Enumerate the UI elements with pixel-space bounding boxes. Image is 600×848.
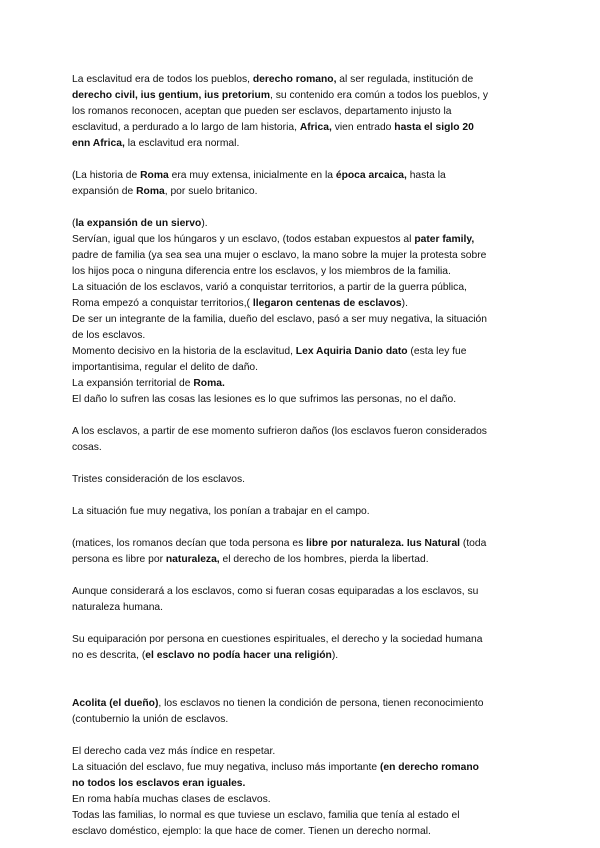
paragraph bbox=[72, 168, 532, 200]
text-line bbox=[72, 216, 532, 232]
text-run: La expansión territorial de bbox=[72, 378, 194, 389]
text-line bbox=[72, 584, 532, 600]
text-run: De ser un integrante de la familia, dueño del esclavo, pasó a ser muy negativa, la situación bbox=[72, 314, 487, 325]
text-run: ). bbox=[331, 650, 339, 661]
text-line bbox=[72, 424, 532, 440]
text-line bbox=[72, 760, 532, 776]
text-run: persona es libre por bbox=[72, 554, 166, 565]
text-run: (esta ley fue bbox=[407, 346, 467, 357]
paragraph bbox=[72, 632, 532, 664]
text-line bbox=[72, 120, 532, 136]
text-run: no es descrita, ( bbox=[72, 650, 146, 661]
text-run: (toda bbox=[460, 538, 487, 549]
text-line bbox=[72, 360, 532, 376]
text-run: La situación del esclavo, fue muy negativa, incluso más importante bbox=[72, 762, 380, 773]
paragraph bbox=[72, 696, 532, 728]
paragraph-spacer bbox=[72, 456, 532, 472]
text-run: la esclavitud era normal. bbox=[124, 138, 240, 149]
text-line bbox=[72, 824, 532, 840]
text-line bbox=[72, 552, 532, 568]
paragraph-spacer bbox=[72, 664, 532, 696]
paragraph-spacer bbox=[72, 488, 532, 504]
text-run: Servían, igual que los húngaros y un esclavo, (todos estaban expuestos al bbox=[72, 234, 415, 245]
text-run: , su contenido era común a todos los pueblos, y bbox=[269, 90, 489, 101]
text-line bbox=[72, 472, 532, 488]
text-run: ). bbox=[201, 218, 208, 229]
text-line bbox=[72, 600, 532, 616]
text-run: importantisima, regular el delito de daño. bbox=[72, 362, 259, 373]
bold-text: naturaleza, bbox=[165, 554, 220, 565]
text-line bbox=[72, 184, 532, 200]
text-run: A los esclavos, a partir de ese momento sufrieron daños (los esclavos fueron considerados bbox=[72, 426, 487, 437]
text-line bbox=[72, 696, 532, 712]
text-run: Tristes consideración de los esclavos. bbox=[72, 474, 246, 485]
text-run: ( bbox=[72, 218, 76, 229]
bold-text: derecho romano, bbox=[252, 74, 337, 85]
bold-text: pater family, bbox=[414, 234, 475, 245]
text-run: (contubernio la unión de esclavos. bbox=[72, 714, 229, 725]
text-run: naturaleza humana. bbox=[72, 602, 164, 613]
paragraph bbox=[72, 216, 532, 408]
bold-text: hasta el siglo 20 bbox=[394, 122, 474, 133]
paragraph-spacer bbox=[72, 408, 532, 424]
text-line bbox=[72, 264, 532, 280]
paragraph bbox=[72, 504, 532, 520]
text-line bbox=[72, 744, 532, 760]
bold-text: Africa, bbox=[299, 122, 332, 133]
text-line bbox=[72, 88, 532, 104]
text-line bbox=[72, 792, 532, 808]
text-run: esclavo doméstico, ejemplo: la que hace de comer. Tienen un derecho normal. bbox=[72, 826, 431, 837]
bold-text: época arcaica, bbox=[335, 170, 407, 181]
text-run: los romanos reconocen, aceptan que pueden ser esclavos, departamento injusto la bbox=[72, 106, 452, 117]
paragraph bbox=[72, 584, 532, 616]
text-run: En roma había muchas clases de esclavos. bbox=[72, 794, 271, 805]
paragraph-spacer bbox=[72, 568, 532, 584]
text-line bbox=[72, 312, 532, 328]
paragraph bbox=[72, 424, 532, 456]
text-line bbox=[72, 232, 532, 248]
paragraph-spacer bbox=[72, 728, 532, 744]
text-line bbox=[72, 136, 532, 152]
text-line bbox=[72, 808, 532, 824]
bold-text: (en derecho romano bbox=[379, 762, 479, 773]
text-run: Su equiparación por persona en cuestiones espirituales, el derecho y la sociedad humana bbox=[72, 634, 483, 645]
paragraph bbox=[72, 472, 532, 488]
text-run: era muy extensa, inicialmente en la bbox=[168, 170, 336, 181]
paragraph-spacer bbox=[72, 616, 532, 632]
bold-text: no todos los esclavos eran iguales. bbox=[72, 778, 246, 789]
text-run: cosas. bbox=[72, 442, 102, 453]
text-run: los hijos poca o ninguna diferencia entre los esclavos, y los miembros de la familia. bbox=[72, 266, 451, 277]
text-run: Aunque considerará a los esclavos, como si fueran cosas equiparadas a los esclavos, su bbox=[72, 586, 479, 597]
document-body bbox=[72, 72, 532, 840]
text-line bbox=[72, 248, 532, 264]
text-line bbox=[72, 632, 532, 648]
text-run: , los esclavos no tienen la condición de persona, tienen reconocimiento bbox=[158, 698, 484, 709]
text-line bbox=[72, 392, 532, 408]
text-run: Momento decisivo en la historia de la esclavitud, bbox=[72, 346, 296, 357]
text-run: vien entrado bbox=[331, 122, 395, 133]
text-line bbox=[72, 440, 532, 456]
text-run: El daño lo sufren las cosas las lesiones es lo que sufrimos las personas, no el daño. bbox=[72, 394, 457, 405]
text-run: La situación de los esclavos, varió a conquistar territorios, a partir de la guerra pública, bbox=[72, 282, 467, 293]
bold-text: Roma. bbox=[193, 378, 225, 389]
text-run: esclavitud, a perdurado a lo largo de lam historia, bbox=[72, 122, 300, 133]
text-line bbox=[72, 328, 532, 344]
text-line bbox=[72, 504, 532, 520]
paragraph-spacer bbox=[72, 200, 532, 216]
paragraph-spacer bbox=[72, 520, 532, 536]
text-line bbox=[72, 344, 532, 360]
text-run: al ser regulada, institución de bbox=[336, 74, 474, 85]
paragraph-spacer bbox=[72, 152, 532, 168]
bold-text: el esclavo no podía hacer una religión bbox=[145, 650, 332, 661]
text-run: Todas las familias, lo normal es que tuviese un esclavo, familia que tenía al estado el bbox=[72, 810, 460, 821]
text-run: de los esclavos. bbox=[72, 330, 146, 341]
text-line bbox=[72, 280, 532, 296]
text-run: (matices, los romanos decían que toda persona es bbox=[72, 538, 307, 549]
text-run: El derecho cada vez más índice en respetar. bbox=[72, 746, 276, 757]
text-line bbox=[72, 168, 532, 184]
text-run: padre de familia (ya sea sea una mujer o esclavo, la mano sobre la mujer la protesta sobre bbox=[72, 250, 487, 261]
text-line bbox=[72, 536, 532, 552]
text-line bbox=[72, 776, 532, 792]
bold-text: Acolita (el dueño) bbox=[72, 698, 159, 709]
bold-text: llegaron centenas de esclavos bbox=[252, 298, 402, 309]
text-run: hasta la bbox=[406, 170, 446, 181]
bold-text: Roma bbox=[140, 170, 169, 181]
text-run: La situación fue muy negativa, los ponían a trabajar en el campo. bbox=[72, 506, 370, 517]
paragraph bbox=[72, 72, 532, 152]
text-line bbox=[72, 376, 532, 392]
text-line bbox=[72, 648, 532, 664]
text-run: el derecho de los hombres, pierda la libertad. bbox=[219, 554, 429, 565]
paragraph bbox=[72, 536, 532, 568]
bold-text: derecho civil, ius gentium, ius pretorium bbox=[72, 90, 270, 101]
text-line bbox=[72, 104, 532, 120]
bold-text: la expansión de un siervo bbox=[75, 218, 202, 229]
text-line bbox=[72, 72, 532, 88]
text-line bbox=[72, 296, 532, 312]
bold-text: Roma bbox=[136, 186, 165, 197]
paragraph bbox=[72, 744, 532, 840]
text-run: , por suelo britanico. bbox=[164, 186, 258, 197]
bold-text: Lex Aquiria Danio dato bbox=[295, 346, 408, 357]
text-run: ). bbox=[401, 298, 408, 309]
text-run: (La historia de bbox=[72, 170, 141, 181]
bold-text: enn Africa, bbox=[72, 138, 125, 149]
text-run: expansión de bbox=[72, 186, 137, 197]
text-line bbox=[72, 712, 532, 728]
text-run: La esclavitud era de todos los pueblos, bbox=[72, 74, 253, 85]
text-run: Roma empezó a conquistar territorios,( bbox=[72, 298, 253, 309]
bold-text: libre por naturaleza. Ius Natural bbox=[306, 538, 461, 549]
